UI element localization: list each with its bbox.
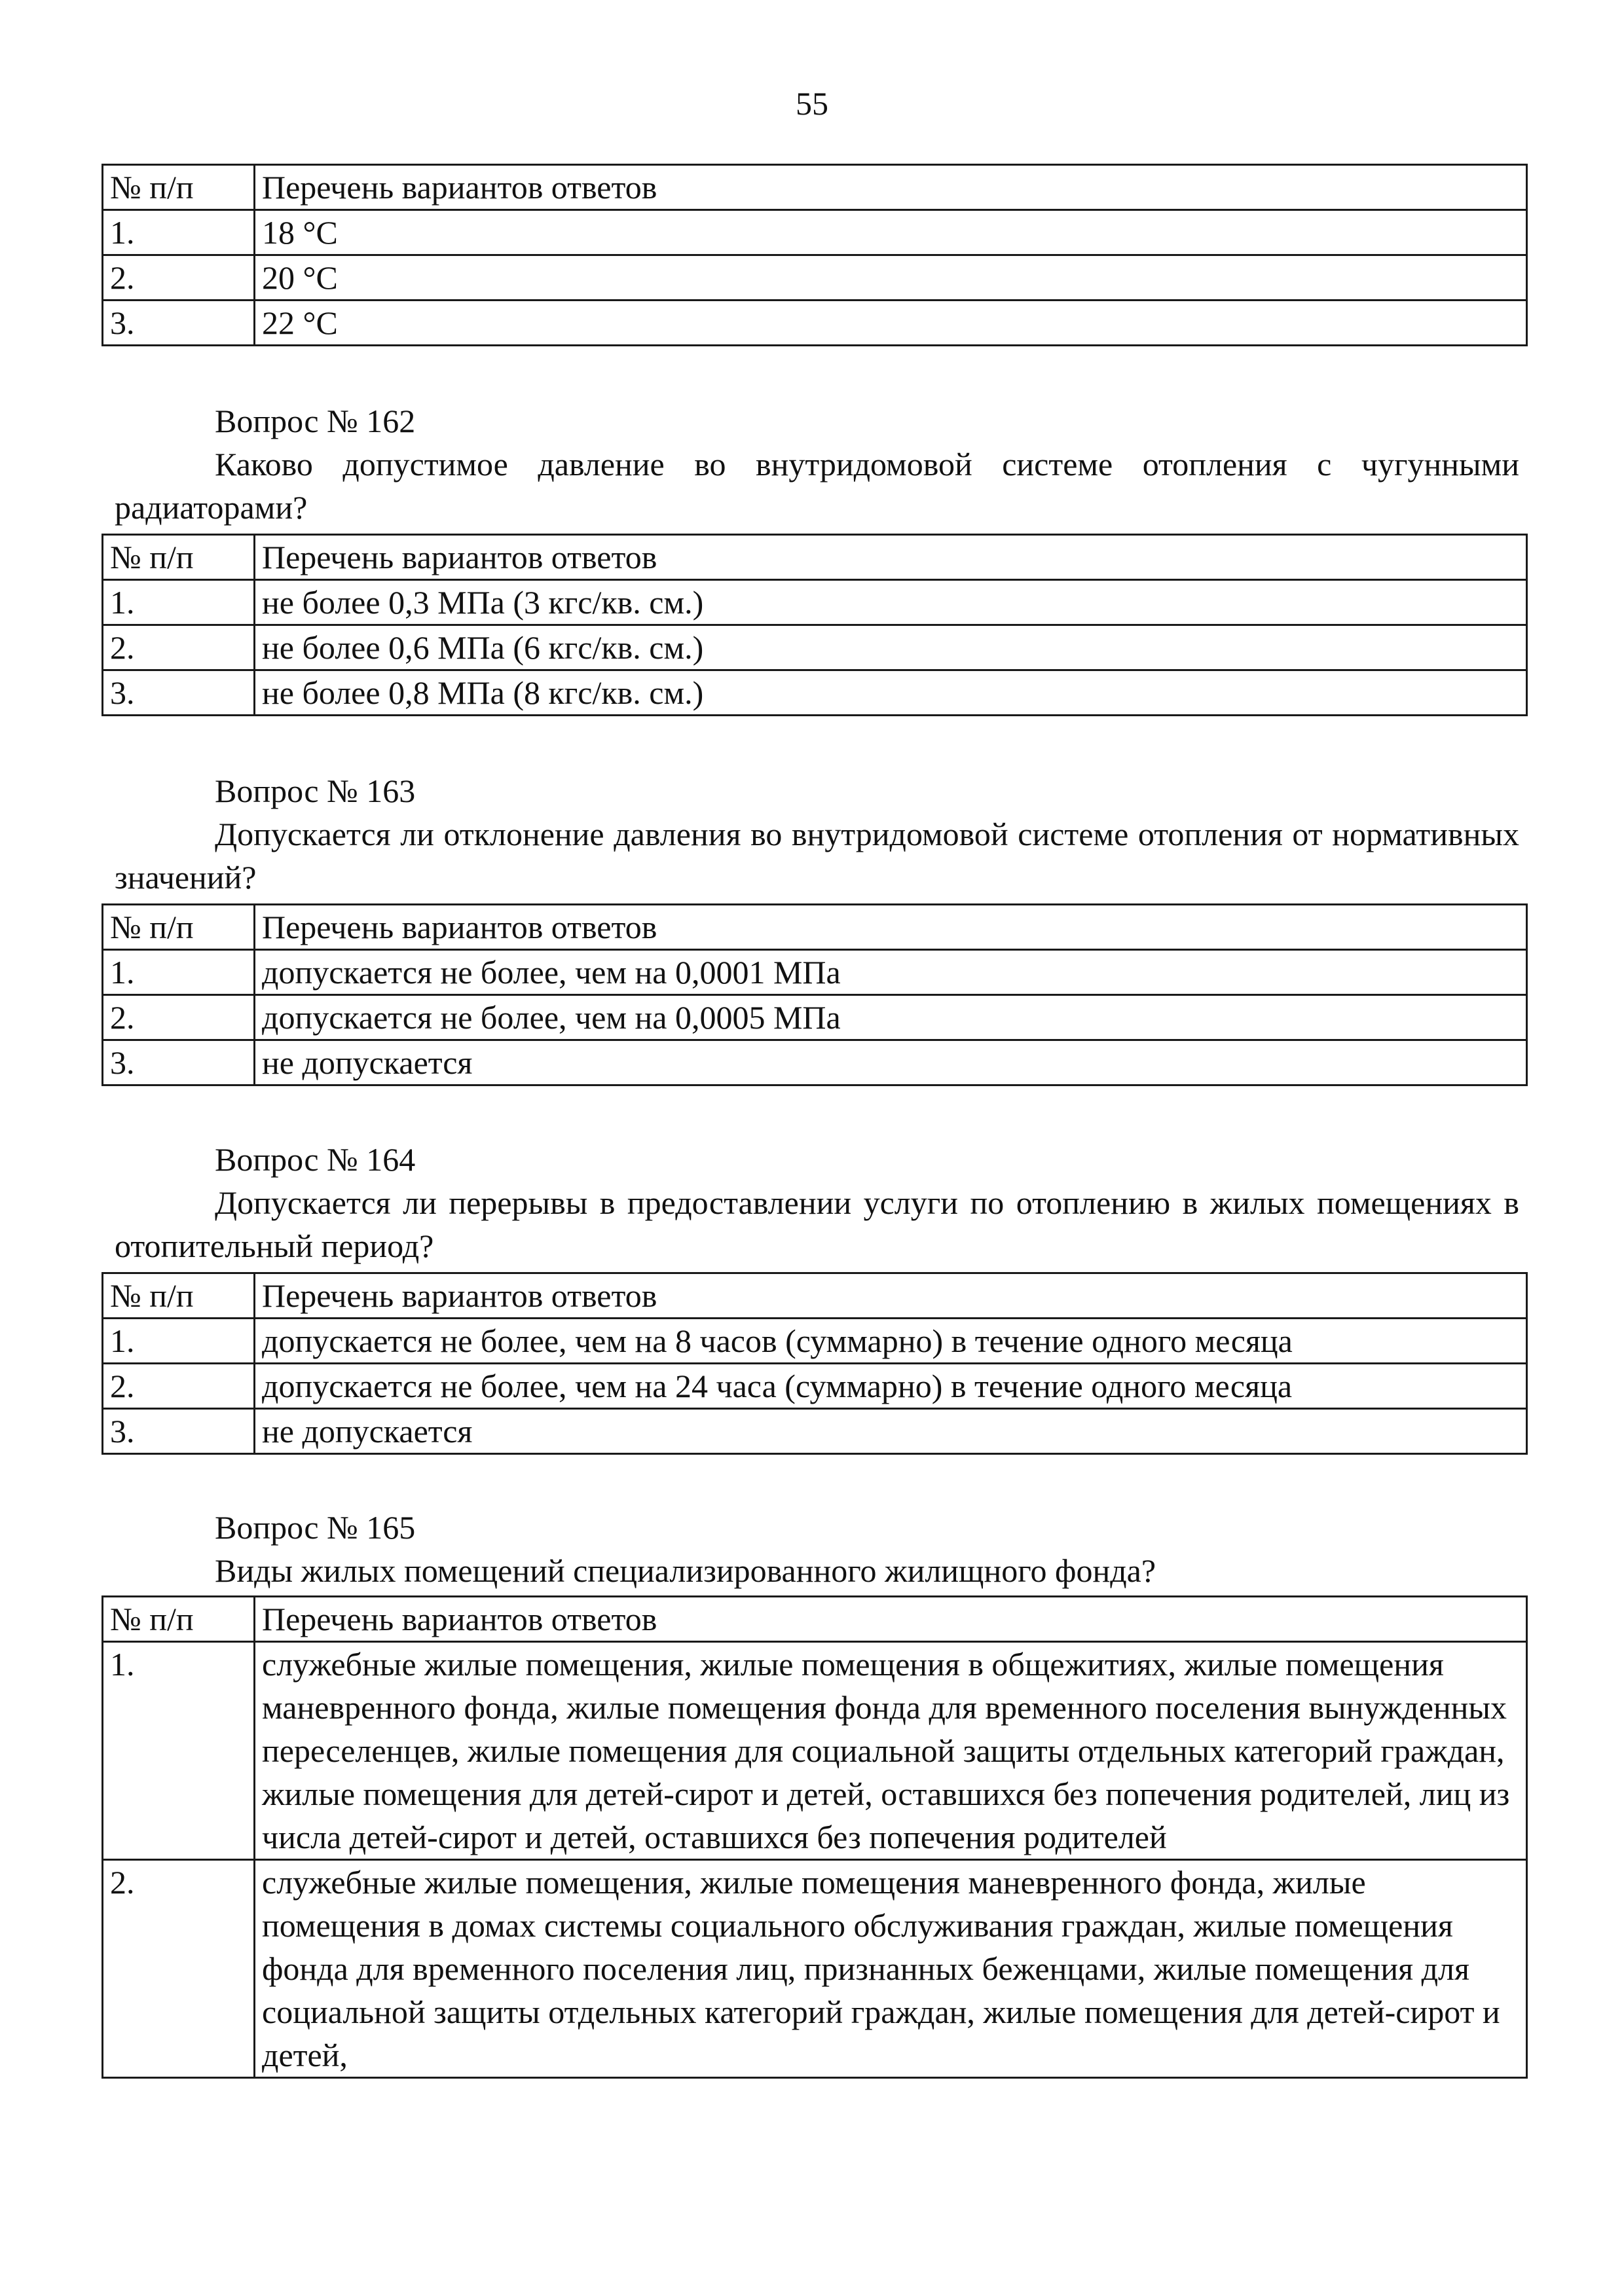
row-number: 1.: [103, 1642, 255, 1860]
answers-column-header: Перечень вариантов ответов: [255, 1597, 1527, 1642]
question-title: Вопрос № 165: [215, 1509, 416, 1546]
table-row: [103, 580, 1527, 625]
answers-column-header: Перечень вариантов ответов: [255, 1273, 1527, 1319]
row-number: 1.: [103, 210, 255, 255]
num-column-header: № п/п: [103, 905, 255, 950]
table-row: [103, 1364, 1527, 1409]
answer-option: не более 0,3 МПа (3 кгс/кв. см.): [255, 580, 1527, 625]
table-row: [103, 625, 1527, 670]
row-number: 2.: [103, 1860, 255, 2078]
row-number: 2.: [103, 625, 255, 670]
answer-option: не более 0,8 МПа (8 кгс/кв. см.): [255, 670, 1527, 716]
num-column-header: № п/п: [103, 1597, 255, 1642]
row-number: 1.: [103, 580, 255, 625]
row-number: 3.: [103, 1040, 255, 1085]
num-column-header: № п/п: [103, 1273, 255, 1319]
answer-option: допускается не более, чем на 8 часов (суммарно) в течение одного месяца: [255, 1319, 1527, 1364]
table-row: [103, 1860, 1527, 2078]
row-number: 1.: [103, 1319, 255, 1364]
table-header-row: [103, 165, 1527, 210]
answers-table: [101, 903, 1528, 1086]
answer-option: 20 °С: [255, 255, 1527, 301]
table-row: [103, 1642, 1527, 1860]
answer-option: 18 °С: [255, 210, 1527, 255]
table-row: [103, 1040, 1527, 1085]
table-row: [103, 1409, 1527, 1454]
table-row: [103, 995, 1527, 1040]
answer-option: 22 °С: [255, 301, 1527, 346]
answer-option: не допускается: [255, 1040, 1527, 1085]
answer-option: допускается не более, чем на 0,0001 МПа: [255, 950, 1527, 995]
table-row: [103, 1319, 1527, 1364]
answer-option: допускается не более, чем на 24 часа (суммарно) в течение одного месяца: [255, 1364, 1527, 1409]
table-row: [103, 301, 1527, 346]
answers-column-header: Перечень вариантов ответов: [255, 535, 1527, 580]
row-number: 2.: [103, 255, 255, 301]
num-column-header: № п/п: [103, 535, 255, 580]
table-row: [103, 950, 1527, 995]
question-title: Вопрос № 164: [215, 1141, 416, 1178]
answer-option: не более 0,6 МПа (6 кгс/кв. см.): [255, 625, 1527, 670]
table-row: [103, 255, 1527, 301]
question-text: Каково допустимое давление во внутридомовой системе отопления с чугунными радиаторами?: [115, 446, 1519, 526]
table-header-row: [103, 1273, 1527, 1319]
question-title: Вопрос № 162: [215, 403, 416, 439]
answer-option: не допускается: [255, 1409, 1527, 1454]
table-row: [103, 210, 1527, 255]
answers-table: [101, 1595, 1528, 2079]
answer-option: служебные жилые помещения, жилые помещения в общежитиях, жилые помещения маневренного фонда, жилые помещения фонда для временного поселения вынужденных переселенцев, жилые помещения для социальной защиты отдельных категорий граждан, жилые помещения для детей-сирот и детей, оставшихся без попечения родителей, лиц из числа детей-сирот и детей, оставшихся без попечения родителей: [255, 1642, 1527, 1860]
answers-column-header: Перечень вариантов ответов: [255, 165, 1527, 210]
question-title: Вопрос № 163: [215, 773, 416, 809]
row-number: 3.: [103, 301, 255, 346]
row-number: 3.: [103, 670, 255, 716]
answers-column-header: Перечень вариантов ответов: [255, 905, 1527, 950]
row-number: 1.: [103, 950, 255, 995]
answers-table-carryover: [101, 164, 1528, 346]
row-number: 2.: [103, 1364, 255, 1409]
answers-table: [101, 1272, 1528, 1455]
row-number: 3.: [103, 1409, 255, 1454]
answers-table: [101, 534, 1528, 716]
num-column-header: № п/п: [103, 165, 255, 210]
table-header-row: [103, 905, 1527, 950]
table-row: [103, 670, 1527, 716]
answer-option: служебные жилые помещения, жилые помещения маневренного фонда, жилые помещения в домах системы социального обслуживания граждан, жилые помещения фонда для временного поселения лиц, признанных беженцами, жилые помещения для социальной защиты отдельных категорий граждан, жилые помещения для детей-сирот и детей,: [255, 1860, 1527, 2078]
question-text: Виды жилых помещений специализированного жилищного фонда?: [215, 1552, 1156, 1589]
table-header-row: [103, 535, 1527, 580]
page-number: 55: [796, 85, 828, 122]
question-text: Допускается ли отклонение давления во внутридомовой системе отопления от нормативных значений?: [115, 816, 1519, 896]
answer-option: допускается не более, чем на 0,0005 МПа: [255, 995, 1527, 1040]
row-number: 2.: [103, 995, 255, 1040]
table-header-row: [103, 1597, 1527, 1642]
question-text: Допускается ли перерывы в предоставлении услуги по отоплению в жилых помещениях в отопительный период?: [115, 1184, 1519, 1264]
